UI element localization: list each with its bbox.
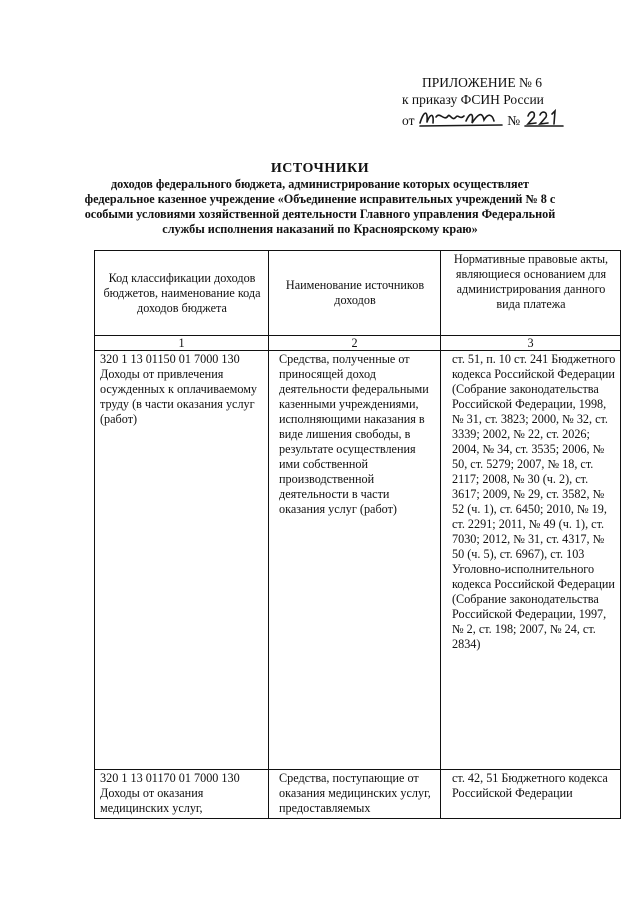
column-number: 3 <box>441 336 621 351</box>
appendix-date-line <box>402 108 622 130</box>
appendix-title: ПРИЛОЖЕНИЕ № 6 <box>422 75 543 90</box>
source-name-cell: Средства, поступающие от оказания медицинских услуг, предоставляемых <box>269 770 441 819</box>
legal-acts-cell: ст. 51, п. 10 ст. 241 Бюджетного кодекса Российской Федерации (Собрание законодательства Российской Федерации, 1998, № 31, ст. 3823; 2000, № 32, ст. 3339; 2002, № 22, ст. 2026; 2004, № 34, ст. 3535; 2006, № 50, ст. 5279; 2007, № 18, ст. 2117; 2008, № 30 (ч. 2), ст. 3617; 2009, № 29, ст. 3582, № 52 (ч. 1), ст. 6450; 2010, № 19, ст. 2291; 2011, № 49 (ч. 1), ст. 7030; 2012, № 31, ст. 4317, № 50 (ч. 5), ст. 6967), ст. 103 Уголовно-исполнительного кодекса Российской Федерации (Собрание законодательства Российской Федерации, 1997, № 2, ст. 198; 2007, № 24, ст. 2834) <box>441 351 621 770</box>
title-block <box>80 160 560 237</box>
code-cell <box>95 770 269 819</box>
income-sources-table <box>94 250 621 819</box>
legal-acts-cell: ст. 42, 51 Бюджетного кодекса Российской Федерации <box>441 770 621 819</box>
code-name: Доходы от привлечения осужденных к оплачиваемому труду (в части оказания услуг (работ) <box>100 367 258 426</box>
code-name: Доходы от оказания медицинских услуг, <box>100 786 204 815</box>
document-subheading: доходов федерального бюджета, администрирование которых осуществляет федеральное казенное учреждение «Объединение исправительных учреждений № 8 с особыми условиями хозяйственной деятельности Главного управления Федеральной службы исполнения наказаний по Красноярскому краю» <box>84 177 556 236</box>
table-row <box>95 770 621 819</box>
number-prefix: № <box>507 113 521 128</box>
document-heading: ИСТОЧНИКИ <box>270 161 370 176</box>
column-number: 2 <box>269 336 441 351</box>
column-header-code: Код классификации доходов бюджетов, наименование кода доходов бюджета <box>95 251 269 336</box>
handwritten-date-signature <box>418 108 504 128</box>
budget-classification-code: 320 1 13 01170 01 7000 130 <box>100 771 240 785</box>
budget-classification-code: 320 1 13 01150 01 7000 130 <box>100 352 240 366</box>
source-name-cell: Средства, полученные от приносящей доход деятельности федеральными казенными учреждениями, исполняющими наказания в виде лишения свободы, в результате осуществления ими собственной производственной деятельности в части оказания услуг (работ) <box>269 351 441 770</box>
date-prefix: от <box>402 113 415 128</box>
column-number-row <box>95 336 621 351</box>
column-number: 1 <box>95 336 269 351</box>
table-header-row <box>95 251 621 336</box>
handwritten-number-signature <box>524 108 564 128</box>
appendix-block <box>402 75 622 130</box>
column-header-legal-acts: Нормативные правовые акты, являющиеся основанием для администрирования данного вида платежа <box>441 251 621 336</box>
code-cell <box>95 351 269 770</box>
table-row <box>95 351 621 770</box>
column-header-source-name: Наименование источников доходов <box>269 251 441 336</box>
appendix-order-reference: к приказу ФСИН России <box>402 91 544 107</box>
